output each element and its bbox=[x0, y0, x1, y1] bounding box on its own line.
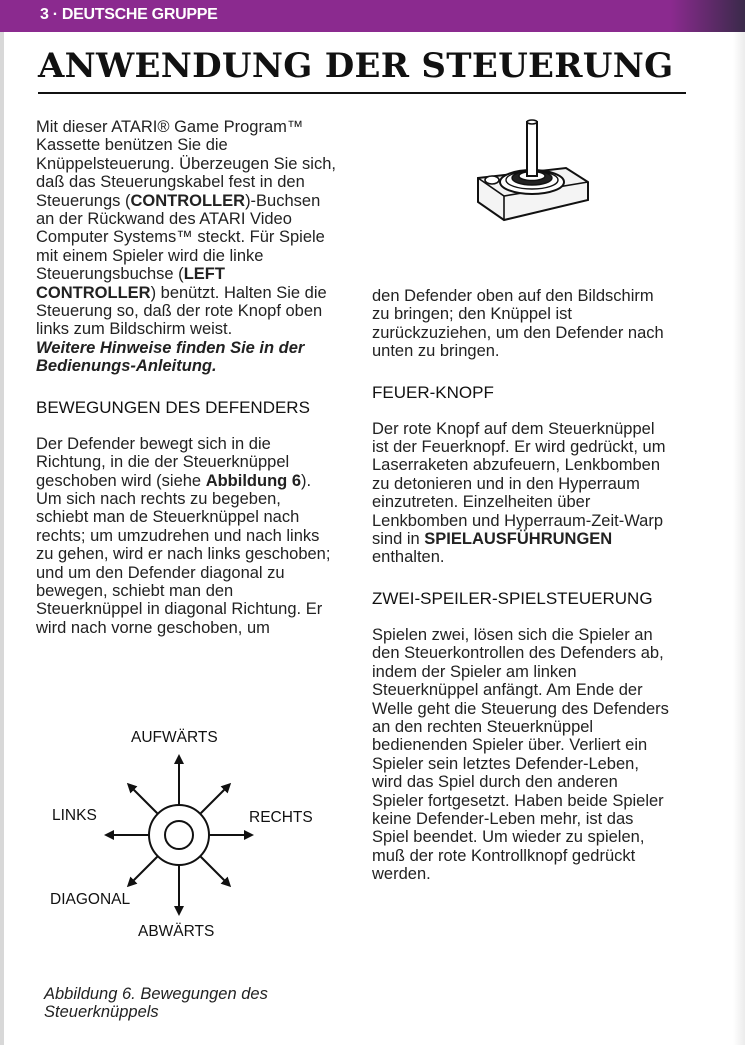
fire-text-2: enthalten. bbox=[372, 548, 445, 567]
label-left: LINKS bbox=[52, 807, 97, 824]
controller-term: CONTROLLER bbox=[130, 191, 246, 210]
movement-heading: BEWEGUNGEN DES DEFENDERS bbox=[36, 397, 310, 417]
movement-continued: den Defender oben auf den Bildschirm zu bringen; den Knüppel ist zurückzuziehen, um den Defender nach unten zu bringen. bbox=[372, 287, 664, 361]
page-left-edge bbox=[0, 32, 4, 1045]
two-player-heading: ZWEI-SPEILER-SPIELSTEUERUNG bbox=[372, 588, 653, 608]
title-underline bbox=[38, 92, 686, 94]
left-column bbox=[36, 118, 336, 637]
figure-reference: Abbildung 6 bbox=[205, 471, 302, 490]
movement-text-1: Der Defender bewegt sich in die Richtung, in die der Steuerknüppel geschoben wird (siehe bbox=[36, 434, 290, 490]
movement-paragraph bbox=[36, 435, 336, 637]
movement-text-2: ). Um sich nach rechts zu begeben, schiebt man de Steuerknüppel nach rechts; um umzudrehen und nach links zu gehen, wird er nach links geschoben; und um den Defender diagonal zu bewegen, schiebt man den Steuerknüppel in diagonal Richtung. Er wird nach vorne geschoben, um bbox=[36, 471, 331, 637]
left-controller-term: LEFT CONTROLLER bbox=[36, 265, 225, 302]
label-diagonal: DIAGONAL bbox=[50, 891, 131, 908]
figure-caption: Abbildung 6. Bewegungen des Steuerknüppels bbox=[44, 984, 268, 1021]
section-header-bar bbox=[0, 0, 745, 32]
intro-paragraph bbox=[36, 118, 336, 339]
fire-button-heading: FEUER-KNOPF bbox=[372, 382, 494, 402]
intro-text-2: )-Buchsen an der Rückwand des ATARI Video Computer Systems™ steckt. Für Spiele mit einem Spieler wird die linke Steuerungsbuchse ( bbox=[36, 191, 325, 284]
intro-text-1: Mit dieser ATARI® Game Program™ Kassette benützen Sie die Knüppelsteuerung. Überzeugen Sie sich, daß das Steuerungskabel fest in den Steuerungs ( bbox=[36, 118, 336, 210]
direction-arrows-diagram bbox=[40, 725, 340, 945]
label-right: RECHTS bbox=[249, 809, 313, 826]
manual-note: Weitere Hinweise finden Sie in der Bedienungs-Anleitung. bbox=[36, 338, 305, 376]
joystick-illustration bbox=[466, 116, 596, 226]
fire-text-1: Der rote Knopf auf dem Steuerknüppel ist der Feuerknopf. Er wird gedrückt, um Laserraketen abzufeuern, Lenkbomben zu detonieren und in den Hyperraum einzutreten. Einzelheiten über Lenkbomben und Hyperraum-Zeit-Warp sind in bbox=[372, 419, 666, 549]
two-player-paragraph: Spielen zwei, lösen sich die Spieler an den Steuerkontrollen des Defenders ab, indem der Spieler am linken Steuerknüppel anfängt. Am Ende der Welle geht die Steuerung des Defenders an den rechten Steuerknüppel bedienenden Spieler über. Verliert ein Spieler sein letztes Defender-Leben, wird das Spiel durch den anderen Spieler fortgesetzt. Haben beide Spieler keine Defender-Leben mehr, ist das Spiel beendet. Um wieder zu spielen, muß der rote Kontrollknopf gedrückt werden. bbox=[372, 625, 669, 884]
direction-arrows-icon bbox=[40, 725, 340, 945]
fire-button-paragraph bbox=[372, 420, 672, 567]
label-down: ABWÄRTS bbox=[138, 923, 215, 940]
page-right-edge bbox=[733, 32, 745, 1045]
page-title: ANWENDUNG DER STEUERUNG bbox=[38, 46, 674, 86]
section-label: 3 · DEUTSCHE GRUPPE bbox=[40, 6, 218, 23]
right-column bbox=[372, 287, 672, 884]
label-up: AUFWÄRTS bbox=[131, 729, 218, 746]
game-actions-term: SPIELAUSFÜHRUNGEN bbox=[424, 530, 613, 549]
intro-text-3: ) benützt. Halten Sie die Steuerung so, daß der rote Knopf oben links zum Bildschirm weist. bbox=[36, 283, 327, 339]
